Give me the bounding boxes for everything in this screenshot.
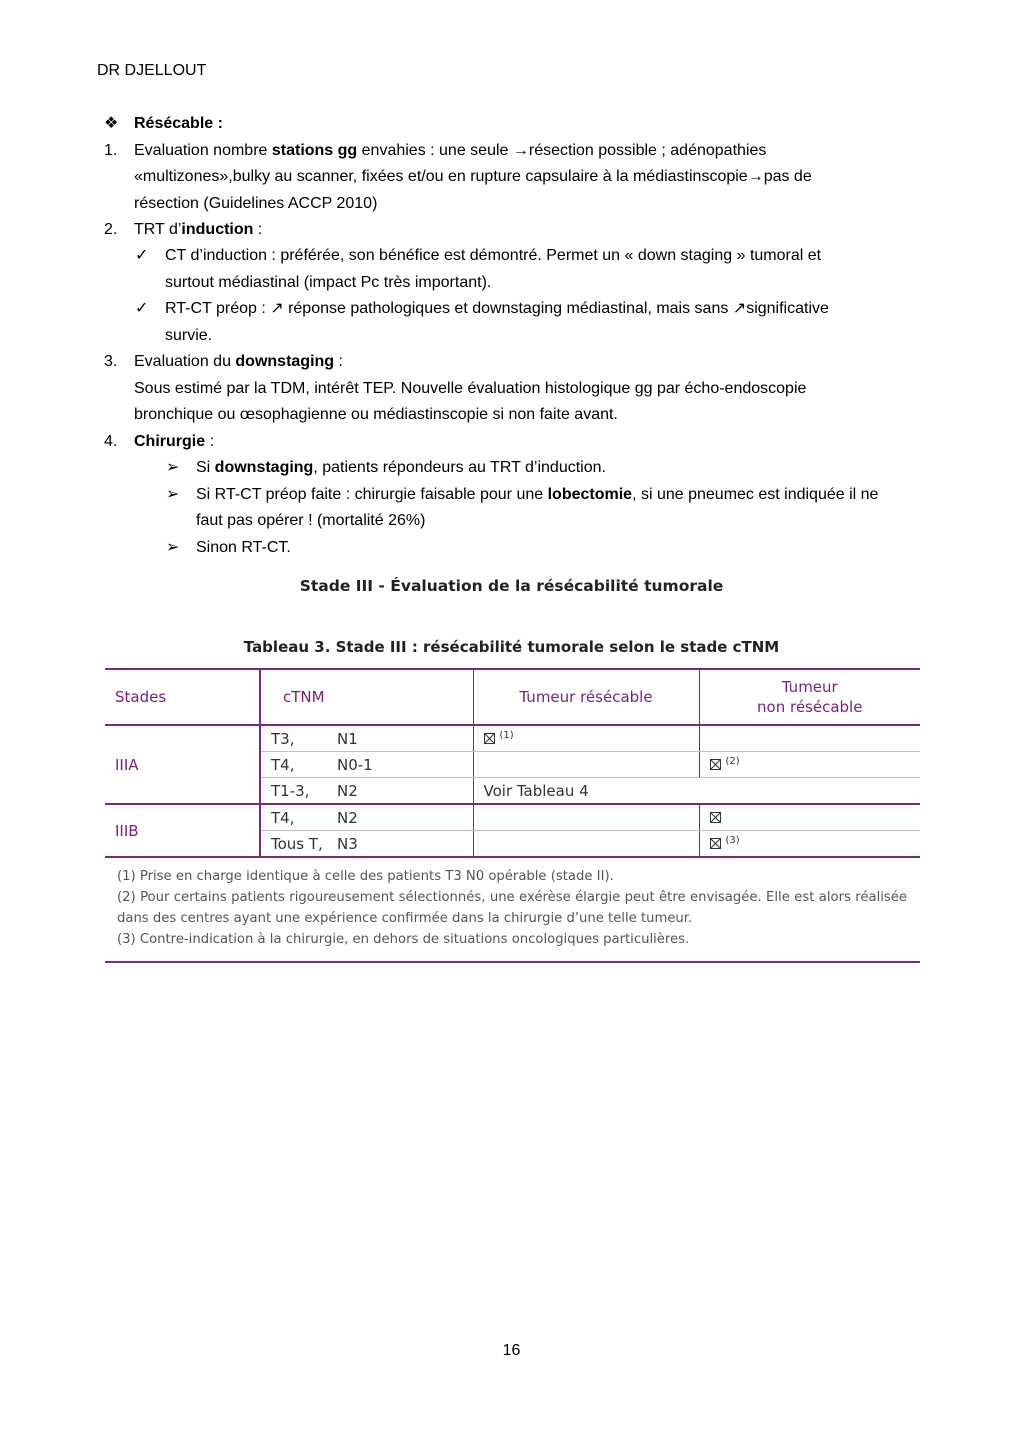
text: TRT d’ [134, 221, 182, 238]
col-header-ctnm: cTNM [260, 669, 473, 725]
item-3-line-3: bronchique ou œsophagienne ou médiastinscopie si non faite avant. [134, 406, 618, 423]
header-line-1: Tumeur [781, 678, 838, 696]
item-3-line-2: Sous estimé par la TDM, intérêt TEP. Nouvelle évaluation histologique gg par écho-endoscopie [134, 380, 807, 397]
t-value: Tous T, [271, 834, 323, 853]
footnote-2: (2) Pour certains patients rigoureusement sélectionnés, une exérèse élargie peut être envisagée. Elle est alors réalisée dans des centres ayant une expérience confirmée dans la chirurgie d’une telle tumeur. [117, 890, 907, 926]
t-value: T1-3, [271, 781, 310, 800]
bold-term: Chirurgie [134, 433, 206, 450]
bold-term: downstaging [235, 353, 335, 370]
ctnm-cell [260, 831, 473, 858]
text: Evaluation du [134, 353, 236, 370]
n-value: N0-1 [337, 755, 373, 774]
item-2-check-2-line-2: survie. [165, 327, 213, 344]
page-header: DR DJELLOUT [97, 62, 207, 79]
stage-cell: IIIB [105, 804, 260, 857]
ctnm-cell [260, 778, 473, 805]
table-footnotes [117, 866, 907, 950]
item-1-line-3: résection (Guidelines ACCP 2010) [134, 195, 378, 212]
non-resectable-cell [699, 725, 920, 752]
resectable-cell [473, 831, 699, 858]
ctnm-cell [260, 725, 473, 752]
item-4-line-1 [134, 432, 214, 452]
resectable-cell: Voir Tableau 4 [473, 778, 920, 805]
text: : [334, 353, 343, 370]
checkmark-icon: ✓ [135, 247, 149, 264]
ctnm-cell [260, 752, 473, 778]
item-3-line-1 [134, 352, 343, 372]
text: envahies : une seule →résection possible ; adénopathies [357, 142, 767, 159]
resectable-cell [473, 804, 699, 831]
non-resectable-cell [699, 752, 920, 778]
checked-box-icon [484, 733, 495, 744]
footnote-1: (1) Prise en charge identique à celle des patients T3 N0 opérable (stade II). [117, 869, 614, 884]
checked-box-icon [710, 838, 721, 849]
bold-term: induction [181, 221, 254, 238]
header-line-2: non résécable [757, 698, 863, 716]
col-header-resectable: Tumeur résécable [473, 669, 699, 725]
item-2-check-1-line-2: surtout médiastinal (impact Pc très important). [165, 274, 492, 291]
table-caption: Tableau 3. Stade III : résécabilité tumorale selon le stade cTNM [243, 638, 780, 656]
item-4-arrow-3: Sinon RT-CT. [196, 539, 291, 556]
table-row [105, 804, 920, 831]
checked-box-icon [710, 759, 721, 770]
item-4-arrow-1 [196, 458, 606, 478]
footnote-ref: (3) [725, 834, 740, 846]
item-2-line-1 [134, 220, 262, 240]
t-value: T3, [271, 729, 295, 748]
n-value: N1 [337, 729, 358, 748]
non-resectable-cell [699, 831, 920, 858]
n-value: N2 [337, 808, 358, 827]
bold-term: stations gg [271, 142, 358, 159]
bold-term: downstaging [214, 459, 314, 476]
text: , patients répondeurs au TRT d’induction. [313, 459, 606, 476]
non-resectable-cell [699, 804, 920, 831]
text: , si une pneumec est indiquée il ne [632, 486, 879, 503]
ctnm-cell [260, 804, 473, 831]
checkmark-icon: ✓ [135, 300, 149, 317]
text: Si RT-CT préop faite : chirurgie faisable pour une [196, 486, 548, 503]
item-1-line-1 [134, 141, 766, 161]
list-number-3: 3. [104, 353, 118, 370]
resectability-table [105, 668, 920, 858]
list-number-2: 2. [104, 221, 118, 238]
section-title: Résécable : [134, 115, 223, 132]
t-value: T4, [271, 808, 295, 827]
text: : [205, 433, 215, 450]
footnote-3: (3) Contre-indication à la chirurgie, en dehors de situations oncologiques particulières. [117, 932, 690, 947]
text: Evaluation nombre [134, 142, 272, 159]
item-2-check-2-line-1: RT-CT préop : ↗ réponse pathologiques et downstaging médiastinal, mais sans ↗significative [165, 300, 829, 317]
n-value: N2 [337, 781, 358, 800]
checked-box-icon [710, 812, 721, 823]
col-header-non-resectable [699, 669, 920, 725]
list-number-1: 1. [104, 142, 118, 159]
table-bottom-rule [105, 961, 920, 963]
bold-term: lobectomie [547, 486, 633, 503]
arrow-bullet-icon: ➢ [166, 459, 180, 476]
item-2-check-1-line-1: CT d’induction : préférée, son bénéfice est démontré. Permet un « down staging » tumoral et [165, 247, 822, 264]
footnote-ref: (1) [499, 729, 514, 741]
text: : [253, 221, 263, 238]
n-value: N3 [337, 834, 358, 853]
footnote-ref: (2) [725, 755, 740, 767]
figure-title: Stade III - Évaluation de la résécabilité tumorale [299, 577, 724, 595]
text: Si [196, 459, 215, 476]
page-number: 16 [502, 1342, 521, 1359]
col-header-stades: Stades [105, 669, 260, 725]
arrow-bullet-icon: ➢ [166, 539, 180, 556]
table-row [105, 725, 920, 752]
resectable-cell [473, 752, 699, 778]
resectable-cell [473, 725, 699, 752]
diamond-bullet-icon: ❖ [104, 115, 119, 132]
t-value: T4, [271, 755, 295, 774]
stage-cell: IIIA [105, 725, 260, 804]
list-number-4: 4. [104, 433, 118, 450]
item-1-line-2: «multizones»,bulky au scanner, fixées et/ou en rupture capsulaire à la médiastinscopie→pas de [134, 168, 812, 185]
item-4-arrow-2-line-2: faut pas opérer ! (mortalité 26%) [196, 512, 426, 529]
arrow-bullet-icon: ➢ [166, 486, 180, 503]
item-4-arrow-2-line-1 [196, 485, 878, 505]
